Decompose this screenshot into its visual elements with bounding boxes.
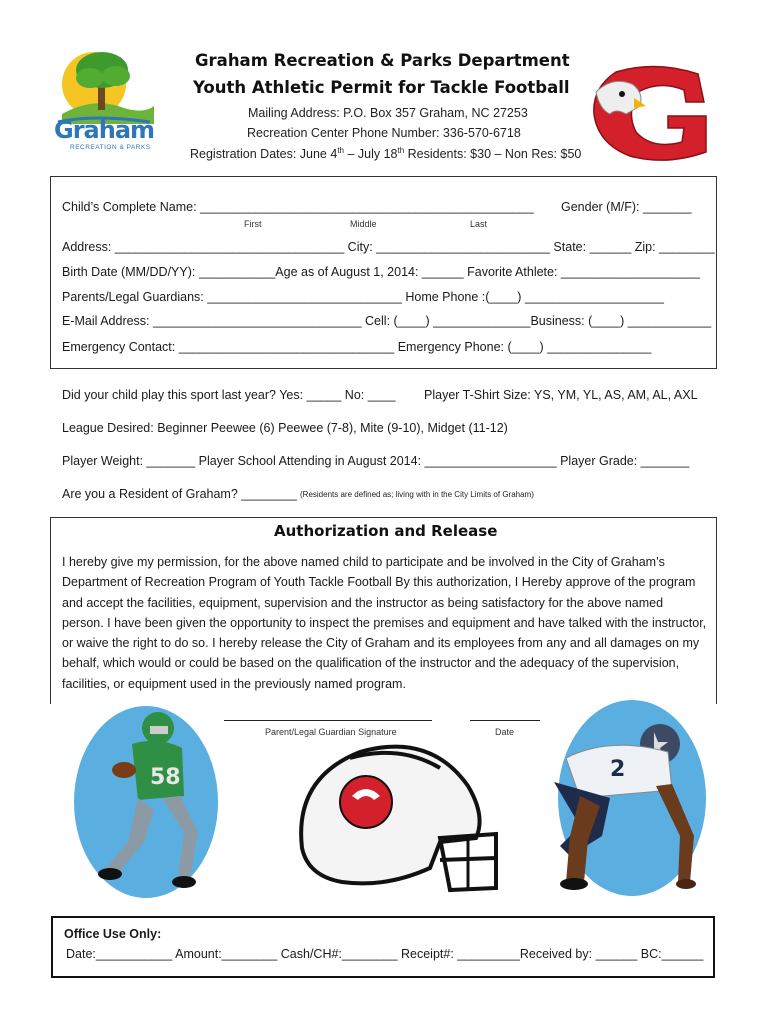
running-player-icon — [66, 692, 226, 900]
eagle-g-icon — [586, 62, 712, 164]
birth-date-field[interactable]: Birth Date (MM/DD/YY): ___________Age as of August 1, 2014: ______ Favorite Athlete: ____________________ — [62, 265, 700, 279]
gender-field[interactable]: Gender (M/F): _______ — [561, 200, 692, 214]
reg-text-c: Residents: $30 – Non Res: $50 — [404, 147, 582, 162]
office-use-fields[interactable]: Date:___________ Amount:________ Cash/CH#:________ Receipt#: _________Received by: ______ BC:______ — [66, 947, 704, 961]
logo-word: Graham — [54, 116, 155, 144]
graham-logo — [54, 44, 172, 156]
helmet-illustration — [290, 738, 502, 904]
child-name-field[interactable]: Child’s Complete Name: ________________________________________________ — [62, 200, 534, 214]
department-title: Graham Recreation & Parks Department — [195, 51, 570, 70]
email-field[interactable]: E-Mail Address: ______________________________ Cell: (____) ______________Business: (____) ____________ — [62, 314, 712, 328]
registration-dates — [190, 146, 581, 161]
mascot-logo — [586, 62, 712, 164]
guardians-field[interactable]: Parents/Legal Guardians: ____________________________ Home Phone :(____) ____________________ — [62, 290, 664, 304]
middle-name-label: Middle — [350, 219, 377, 229]
address-field[interactable]: Address: _________________________________ City: _________________________ State: ______ Zip: ________ — [62, 240, 715, 254]
signature-line[interactable] — [224, 720, 432, 721]
date-line[interactable] — [470, 720, 540, 721]
office-use-title: Office Use Only: — [64, 927, 162, 941]
reg-sup-1: th — [337, 146, 344, 155]
signature-label: Parent/Legal Guardian Signature — [265, 727, 397, 737]
reg-sup-2: th — [397, 146, 405, 155]
player-weight-field[interactable]: Player Weight: _______ Player School Attending in August 2014: ___________________ Player Grade: _______ — [62, 454, 690, 468]
tshirt-size-field[interactable]: Player T-Shirt Size: YS, YM, YL, AS, AM, AL, AXL — [424, 388, 698, 402]
running-player-illustration — [66, 692, 226, 900]
resident-note: (Residents are defined as; living with in the City Limits of Graham) — [300, 490, 534, 499]
played-last-year-field[interactable]: Did your child play this sport last year? Yes: _____ No: ____ — [62, 388, 396, 402]
svg-text:2: 2 — [610, 757, 626, 782]
football-helmet-icon — [290, 738, 502, 904]
reg-text-b: – July 18 — [343, 147, 398, 162]
resident-field[interactable]: Are you a Resident of Graham? ________ — [62, 487, 297, 501]
phone-number: Recreation Center Phone Number: 336-570-6718 — [247, 126, 521, 140]
authorization-title: Authorization and Release — [274, 522, 498, 540]
logo-subtitle: RECREATION & PARKS — [70, 144, 151, 151]
svg-text:58: 58 — [150, 765, 181, 790]
last-name-label: Last — [470, 219, 488, 229]
authorization-text: I hereby give my permission, for the above named child to participate and be involved in the City of Graham’s Department of Recreation Program of Youth Tackle Football By this authorization, I Hereby approve of the program and accept the facilities, equipment, supervision and the instructor as being satisfactory for the above named person. I have been given the opportunity to inspect the premises and equipment and have talked with the instructor, or waive the right to do so. I hereby release the City of Graham and its employees from any and all damages on my behalf, which would or could be based on the qualification of the instructor and the adequacy of the supervision, facilities, or equipment used in the previously named program. — [62, 555, 707, 691]
emergency-contact-field[interactable]: Emergency Contact: _______________________________ Emergency Phone: (____) _______________ — [62, 340, 652, 354]
mailing-address: Mailing Address: P.O. Box 357 Graham, NC 27253 — [248, 106, 528, 120]
league-desired-field[interactable]: League Desired: Beginner Peewee (6) Peewee (7-8), Mite (9-10), Midget (11-12) — [62, 421, 508, 435]
lineman-illustration — [540, 686, 710, 900]
reg-text-a: Registration Dates: June 4 — [190, 147, 338, 162]
lineman-player-icon — [540, 686, 710, 900]
form-title: Youth Athletic Permit for Tackle Football — [193, 78, 570, 97]
date-label: Date — [495, 727, 515, 737]
first-name-label: First — [244, 219, 262, 229]
